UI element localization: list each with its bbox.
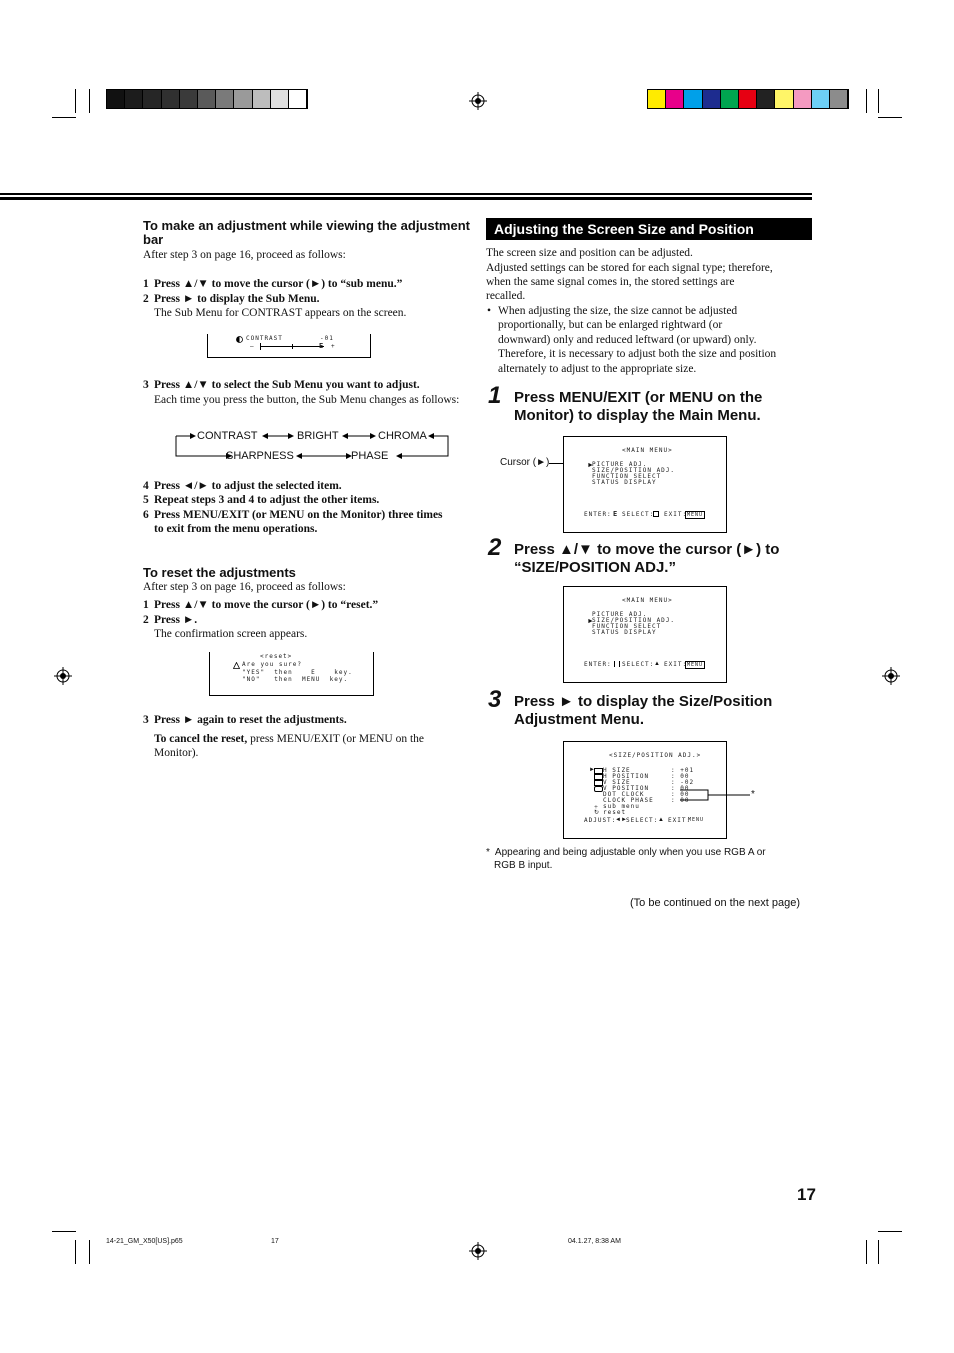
step-number: 3 xyxy=(143,379,149,391)
flow-phase: PHASE xyxy=(351,450,389,462)
continued-note: (To be continued on the next page) xyxy=(630,897,801,909)
select-label: SELECT: xyxy=(622,661,655,668)
color-swatch xyxy=(703,90,721,108)
step-number: 1 xyxy=(143,599,149,611)
size-menu-item: CLOCK PHASE xyxy=(603,797,654,804)
step-2-heading-l2: “SIZE/POSITION ADJ.” xyxy=(514,559,676,576)
intro-p2b: when the same signal comes in, the stored settings are xyxy=(486,276,735,288)
main-menu-item: FUNCTION SELECT xyxy=(592,623,662,630)
color-swatch xyxy=(775,90,793,108)
enter-label: ENTER: xyxy=(584,661,612,668)
color-swatch xyxy=(198,90,216,108)
reset-intro: After step 3 on page 16, proceed as follows: xyxy=(143,581,346,593)
main-menu-item: SIZE/POSITION ADJ. xyxy=(592,467,676,474)
size-menu-item: V SIZE xyxy=(603,779,631,786)
intro-p2a: Adjusted settings can be stored for each signal type; therefore, xyxy=(486,262,773,274)
select-key-icon xyxy=(653,511,659,517)
step-3-heading-l2: Adjustment Menu. xyxy=(514,711,644,728)
size-menu-value: : 00 xyxy=(671,785,690,792)
registration-mark-icon xyxy=(54,667,72,685)
registration-mark-icon xyxy=(469,92,487,110)
e-key-icon: E xyxy=(613,510,619,518)
reset-step3: Press ► again to reset the adjustments. xyxy=(154,714,347,726)
adj-bar-title: To make an adjustment while viewing the adjustment bar xyxy=(143,218,470,247)
menu-key-icon: MENU xyxy=(688,817,705,823)
main-menu-item: PICTURE ADJ. xyxy=(592,461,648,468)
crop-mark xyxy=(89,1240,90,1264)
size-menu-value: : 00 xyxy=(671,773,690,780)
exit-label: EXIT: xyxy=(664,511,688,518)
color-swatch xyxy=(684,90,702,108)
color-swatch xyxy=(289,90,307,108)
reset-icon: ↻ xyxy=(594,810,600,816)
color-swatch xyxy=(812,90,830,108)
contrast-icon xyxy=(236,336,243,343)
color-swatch xyxy=(180,90,198,108)
page-number: 17 xyxy=(797,1185,816,1204)
step-2-heading-l1: Press ▲/▼ to move the cursor (►) to xyxy=(514,541,780,558)
size-menu-value: : 00 xyxy=(671,797,690,804)
size-menu-title: <SIZE/POSITION ADJ.> xyxy=(609,752,702,759)
adj-bar-step1: Press ▲/▼ to move the cursor (►) to “sub menu.” xyxy=(154,278,403,290)
reset-cancel-bold: To cancel the reset, xyxy=(154,733,248,745)
size-menu-item: H SIZE xyxy=(603,767,631,774)
footnote-line2: RGB B input. xyxy=(494,860,553,871)
select-key-icon: ▲ xyxy=(658,817,664,823)
reset-cancel-line2: Monitor). xyxy=(154,747,199,759)
size-menu-value: : 00 xyxy=(671,791,690,798)
color-swatch xyxy=(721,90,739,108)
header-rule xyxy=(0,197,812,200)
crop-mark xyxy=(878,117,902,118)
crop-mark xyxy=(52,117,76,118)
main-menu-item: SIZE/POSITION ADJ. xyxy=(592,617,676,624)
main-menu-item: FUNCTION SELECT xyxy=(592,473,662,480)
adjust-label: ADJUST: xyxy=(584,817,617,824)
footer-filename: 14-21_GM_X50[US].p65 xyxy=(106,1238,183,1245)
size-menu-item: reset xyxy=(603,809,627,816)
bullet-text-d: Therefore, it is necessary to adjust both the size and position xyxy=(498,348,777,360)
flow-bright: BRIGHT xyxy=(297,430,339,442)
registration-mark-icon xyxy=(469,1242,487,1260)
crop-mark xyxy=(866,1240,867,1264)
step-number: 6 xyxy=(143,509,149,521)
main-menu-item: PICTURE ADJ. xyxy=(592,611,648,618)
crop-mark xyxy=(878,89,879,113)
reset-confirm-osd xyxy=(209,652,374,696)
main-menu-osd-2 xyxy=(563,586,727,683)
crop-mark xyxy=(52,1231,76,1232)
contrast-osd-label: CONTRAST xyxy=(246,335,283,342)
color-swatch xyxy=(125,90,143,108)
crop-mark xyxy=(878,1231,902,1232)
dot-clock-bracket xyxy=(680,788,760,802)
color-swatch xyxy=(648,90,666,108)
menu-key-icon: MENU xyxy=(687,512,704,518)
size-menu-value: : +01 xyxy=(671,767,695,774)
color-swatch xyxy=(830,90,848,108)
reset-step2: Press ►. xyxy=(154,614,198,626)
asterisk-callout: * xyxy=(751,789,755,800)
footer-page-ref: 17 xyxy=(271,1238,279,1245)
bar-center-tick xyxy=(292,344,293,349)
step-1-heading-l2: Monitor) to display the Main Menu. xyxy=(514,407,761,424)
adj-bar-step6-line1: Press MENU/EXIT (or MENU on the Monitor) three times xyxy=(154,509,443,521)
flow-sharpness: SHARPNESS xyxy=(226,450,294,462)
adj-bar-intro: After step 3 on page 16, proceed as follows: xyxy=(143,249,346,261)
color-swatch xyxy=(739,90,757,108)
contrast-osd-plus: + xyxy=(331,343,336,350)
crop-mark xyxy=(866,89,867,113)
main-menu-item: STATUS DISPLAY xyxy=(592,629,657,636)
crop-mark xyxy=(75,89,76,113)
size-menu-item: V POSITION xyxy=(603,785,650,792)
select-label: SELECT: xyxy=(622,511,655,518)
size-menu-item: H POSITION xyxy=(603,773,650,780)
reset-osd-yes: "YES" then E key. xyxy=(242,669,353,676)
color-swatch xyxy=(794,90,812,108)
color-swatch xyxy=(666,90,684,108)
main-menu-item: STATUS DISPLAY xyxy=(592,479,657,486)
size-menu-item: sub menu xyxy=(603,803,640,810)
size-menu-item: DOT CLOCK xyxy=(603,791,645,798)
reset-osd-question: Are you sure? xyxy=(242,661,302,668)
crop-mark xyxy=(878,1240,879,1264)
crop-mark xyxy=(75,1240,76,1264)
color-swatch xyxy=(757,90,775,108)
adj-bar-step2-note: The Sub Menu for CONTRAST appears on the screen. xyxy=(154,307,407,319)
size-menu-value: : -02 xyxy=(671,779,695,786)
contrast-osd xyxy=(207,334,371,358)
reset-cancel-line1 xyxy=(154,732,424,747)
color-swatch xyxy=(271,90,289,108)
adj-bar-step2: Press ► to display the Sub Menu. xyxy=(154,293,320,305)
step-number: 3 xyxy=(143,714,149,726)
step-2-number: 2 xyxy=(488,534,502,561)
footnote-line1: * Appearing and being adjustable only when you use RGB A or xyxy=(486,847,766,858)
e-key-icon: E xyxy=(319,342,325,350)
bullet-text-a: When adjusting the size, the size cannot be adjusted xyxy=(498,305,738,317)
cursor-arrow-icon: ► xyxy=(589,767,595,773)
exit-label: EXIT: xyxy=(664,661,688,668)
reset-cancel-rest: press MENU/EXIT (or MENU on the xyxy=(247,733,424,745)
main-menu-title: <MAIN MENU> xyxy=(622,597,673,604)
step-1-heading-l1: Press MENU/EXIT (or MENU on the xyxy=(514,389,763,406)
contrast-osd-minus: – xyxy=(250,343,255,350)
registration-mark-icon xyxy=(882,667,900,685)
color-swatch xyxy=(234,90,252,108)
bullet-text-b: proportionally, but can be enlarged rightward (or xyxy=(498,319,723,331)
adj-bar-step6-line2: to exit from the menu operations. xyxy=(154,523,318,535)
contrast-osd-value: -01 xyxy=(320,335,334,342)
warning-icon xyxy=(233,662,240,669)
footer-timestamp: 04.1.27, 8:38 AM xyxy=(568,1238,621,1245)
cursor-arrow-icon: ► xyxy=(587,617,594,625)
select-key-icon: ▲ xyxy=(654,661,660,667)
flow-chroma: CHROMA xyxy=(378,430,427,442)
header-rule xyxy=(0,193,812,195)
exit-label: EXIT: xyxy=(668,817,692,824)
reset-title: To reset the adjustments xyxy=(143,565,296,580)
intro-p2c: recalled. xyxy=(486,290,526,302)
color-swatch xyxy=(143,90,161,108)
step-number: 1 xyxy=(143,278,149,290)
adj-bar-step3-note: Each time you press the button, the Sub Menu changes as follows: xyxy=(154,394,460,406)
gray-scale-bar xyxy=(106,89,308,109)
cursor-arrow-icon: ► xyxy=(587,461,594,469)
reset-osd-title: <reset> xyxy=(260,653,293,660)
bullet: • xyxy=(487,305,492,317)
crop-mark xyxy=(89,89,90,113)
adjust-key-icon: ◄► xyxy=(615,817,627,823)
color-swatch xyxy=(107,90,125,108)
step-number: 2 xyxy=(143,614,149,626)
adj-bar-step4: Press ◄/► to adjust the selected item. xyxy=(154,480,342,492)
reset-step1: Press ▲/▼ to move the cursor (►) to “reset.” xyxy=(154,599,379,611)
select-label: SELECT: xyxy=(626,817,659,824)
cursor-callout-label: Cursor (►) xyxy=(500,457,550,468)
adj-bar-step3: Press ▲/▼ to select the Sub Menu you want to adjust. xyxy=(154,379,420,391)
intro-p1: The screen size and position can be adjusted. xyxy=(486,247,693,259)
reset-step2-note: The confirmation screen appears. xyxy=(154,628,308,640)
step-number: 2 xyxy=(143,293,149,305)
step-3-heading-l1: Press ► to display the Size/Position xyxy=(514,693,773,710)
color-swatch xyxy=(253,90,271,108)
v-position-icon xyxy=(594,786,603,792)
step-number: 4 xyxy=(143,480,149,492)
main-menu-osd-1 xyxy=(563,436,727,533)
reset-osd-no: "NO" then MENU key. xyxy=(242,676,349,683)
color-swatch xyxy=(162,90,180,108)
main-menu-title: <MAIN MENU> xyxy=(622,447,673,454)
step-number: 5 xyxy=(143,494,149,506)
bar-cursor xyxy=(260,343,261,350)
bullet-text-e: alternately to adjust to the appropriate size. xyxy=(498,363,697,375)
step-1-number: 1 xyxy=(488,382,502,409)
color-swatch xyxy=(216,90,234,108)
adj-bar-step5: Repeat steps 3 and 4 to adjust the other items. xyxy=(154,494,380,506)
process-color-bar xyxy=(647,89,849,109)
sub-menu-icon: + xyxy=(594,803,598,811)
flow-contrast: CONTRAST xyxy=(197,430,258,442)
step-3-number: 3 xyxy=(488,686,502,713)
bullet-text-c: downward) only and reduced leftward (or upward) only. xyxy=(498,334,757,346)
section-banner: Adjusting the Screen Size and Position xyxy=(486,218,812,240)
enter-label: ENTER: xyxy=(584,511,612,518)
enter-key-icon xyxy=(614,661,620,667)
menu-key-icon: MENU xyxy=(687,662,704,668)
